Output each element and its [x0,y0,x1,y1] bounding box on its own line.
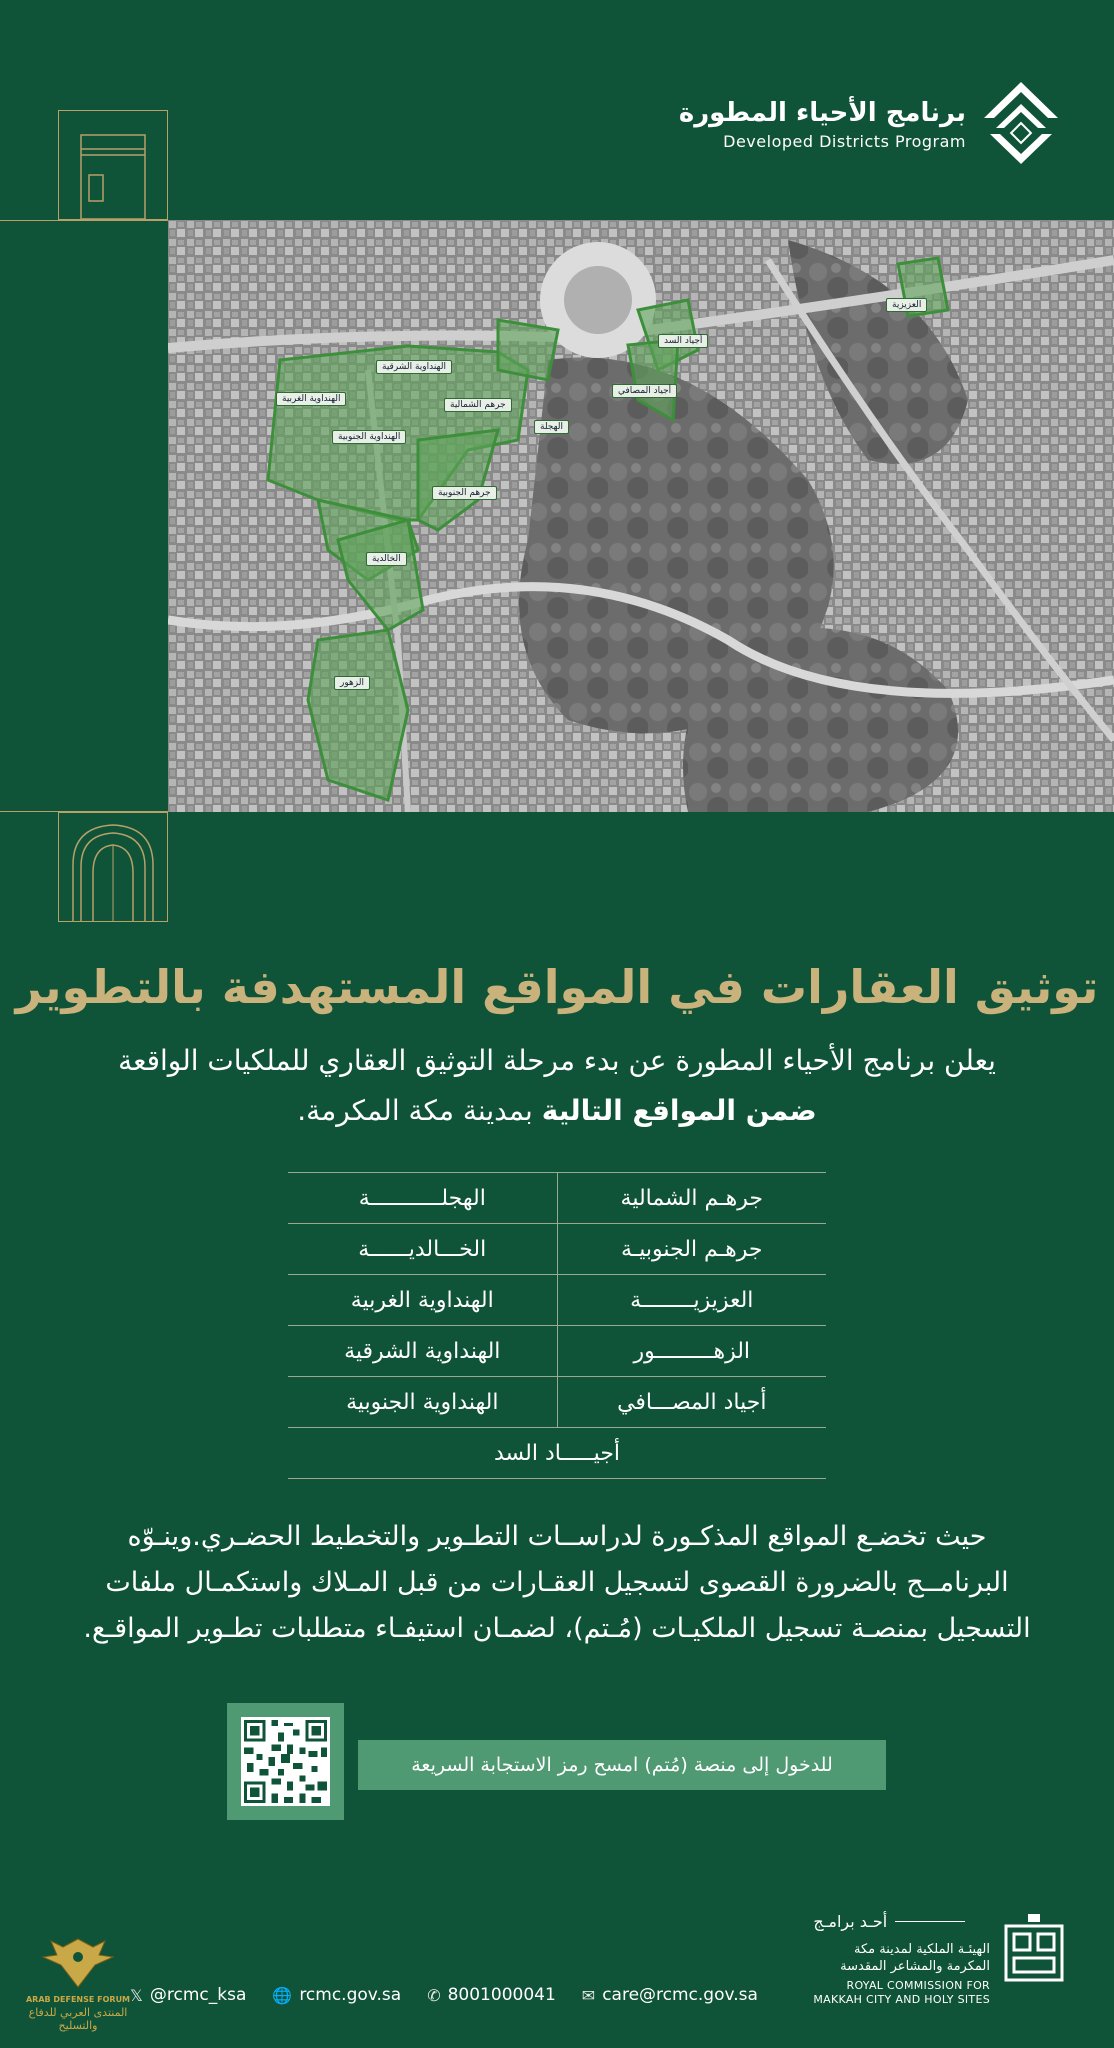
program-name-ar: برنامج الأحياء المطورة [678,97,966,128]
map-label-aziziyah: العزيزية [886,298,927,312]
map-label-hindawiya-sharqiya: الهنداوية الشرقية [376,360,452,374]
site-cell: العزيزيــــــــة [557,1275,827,1325]
intro-line-1: يعلن برنامج الأحياء المطورة عن بدء مرحلة التوثيق العقاري للملكيات الواقعة [118,1044,996,1077]
arch-icon [59,813,167,921]
body-paragraph [56,1514,1058,1652]
footer-email[interactable] [582,1985,758,2005]
site-cell: الهنداوية الجنوبية [346,1389,499,1415]
qr-code[interactable] [227,1703,344,1820]
phone-number: 8001000041 [447,1985,556,2005]
site-cell: الهنداوية الشرقية [344,1338,501,1364]
site-cell: الهجلـــــــــــة [358,1185,486,1211]
arch-icon-box [58,812,168,922]
rcmc-name-en-1: ROYAL COMMISSION FOR [846,1979,990,1992]
qr-code-icon [241,1717,330,1806]
program-logo-icon [980,78,1062,170]
forum-name-ar: المنتدى العربي للدفاع والتسليح [28,2006,128,2032]
map-label-hindawiya-gharbiya: الهنداوية الغربية [276,392,346,406]
twitter-handle: @rcmc_ksa [149,1985,247,2005]
intro-line-2-rest: بمدينة مكة المكرمة. [297,1094,542,1127]
site-cell: أجياد المصـــافي [557,1377,827,1427]
table-row [288,1275,826,1326]
map-label-ajyad-masafi: أجياد المصافي [612,384,677,398]
map-satellite-image [168,220,1114,812]
map-label-jarham-janubiya: جرهم الجنوبية [432,486,497,500]
map-label-khalidiya: الخالدية [366,552,407,566]
table-row [288,1326,826,1377]
map-label-zuhur: الزهور [334,676,370,690]
email-address: care@rcmc.gov.sa [602,1985,758,2005]
eagle-emblem-icon [33,1935,123,1991]
divider [895,1921,965,1922]
footer-contacts [130,1985,758,2005]
rcmc-name-ar-1: الهيئـة الملكية لمدينة مكة [854,1942,990,1957]
body-line-3: التسجيل بمنصـة تسجيل الملكيـات (مُـتم)، لضمـان استيفـاء متطلبات تطـوير المواقـع. [83,1613,1031,1644]
site-cell: الزهـــــــــور [557,1326,827,1376]
body-line-1: حيث تخضـع المواقع المذكـورة لدراســات التطـوير والتخطيط الحضـري.وينـوّه [127,1521,987,1552]
districts-map [168,220,1114,812]
site-cell: أجيـــــاد السد [493,1440,621,1466]
envelope-icon: ✉ [581,1985,596,2005]
map-label-jarham-shamaliya: جرهم الشمالية [444,398,512,412]
intro-line-2 [60,1086,1054,1136]
kaaba-icon-box [58,110,168,220]
footer-phone[interactable] [427,1985,556,2005]
program-name-en: Developed Districts Program [723,131,966,151]
footer-website[interactable] [272,1985,401,2005]
kaaba-icon [59,111,167,219]
intro-text [60,1036,1054,1136]
site-cell: الهنداوية الغربية [350,1287,494,1313]
site-cell: الخـــالديــــــة [358,1236,487,1262]
table-row [288,1428,826,1479]
x-icon: 𝕏 [130,1985,143,2005]
table-row [288,1172,826,1224]
map-label-ajyad-sad: أجياد السد [658,334,708,348]
rcmc-name-ar-2: المكرمة والمشاعر المقدسة [840,1959,990,1974]
table-row [288,1377,826,1428]
rcmc-name-en-2: MAKKAH CITY AND HOLY SITES [813,1993,990,2006]
rcmc-logo [813,1912,1064,2007]
globe-icon: 🌐 [272,1985,293,2005]
table-row [288,1224,826,1275]
rcmc-emblem-icon [1004,1912,1064,1982]
forum-watermark [8,1935,148,2032]
page-title: توثيق العقارات في المواقع المستهدفة بالتطوير [15,960,1099,1014]
sites-table [288,1172,826,1479]
intro-line-2-bold: ضمن المواقع التالية [541,1094,817,1127]
program-logo [679,78,1062,170]
forum-name-en: ARAB DEFENSE FORUM [25,1995,131,2004]
cta-banner[interactable]: للدخول إلى منصة (مُتم) امسح رمز الاستجابة السريعة [358,1740,886,1790]
site-cell: جرهـم الشمالية [557,1173,827,1223]
one-of-programs: أحـد برامـج [813,1912,888,1931]
site-cell: جرهـم الجنوبيـة [557,1224,827,1274]
body-line-2: البرنامــج بالضرورة القصوى لتسجيل العقـارات من قبل المـلاك واستكمـال ملفات [105,1567,1009,1598]
website-url: rcmc.gov.sa [299,1985,402,2005]
map-label-hijla: الهجلة [534,420,569,434]
phone-icon: ✆ [427,1985,441,2005]
map-label-hindawiya-janubiya: الهنداوية الجنوبية [332,430,406,444]
